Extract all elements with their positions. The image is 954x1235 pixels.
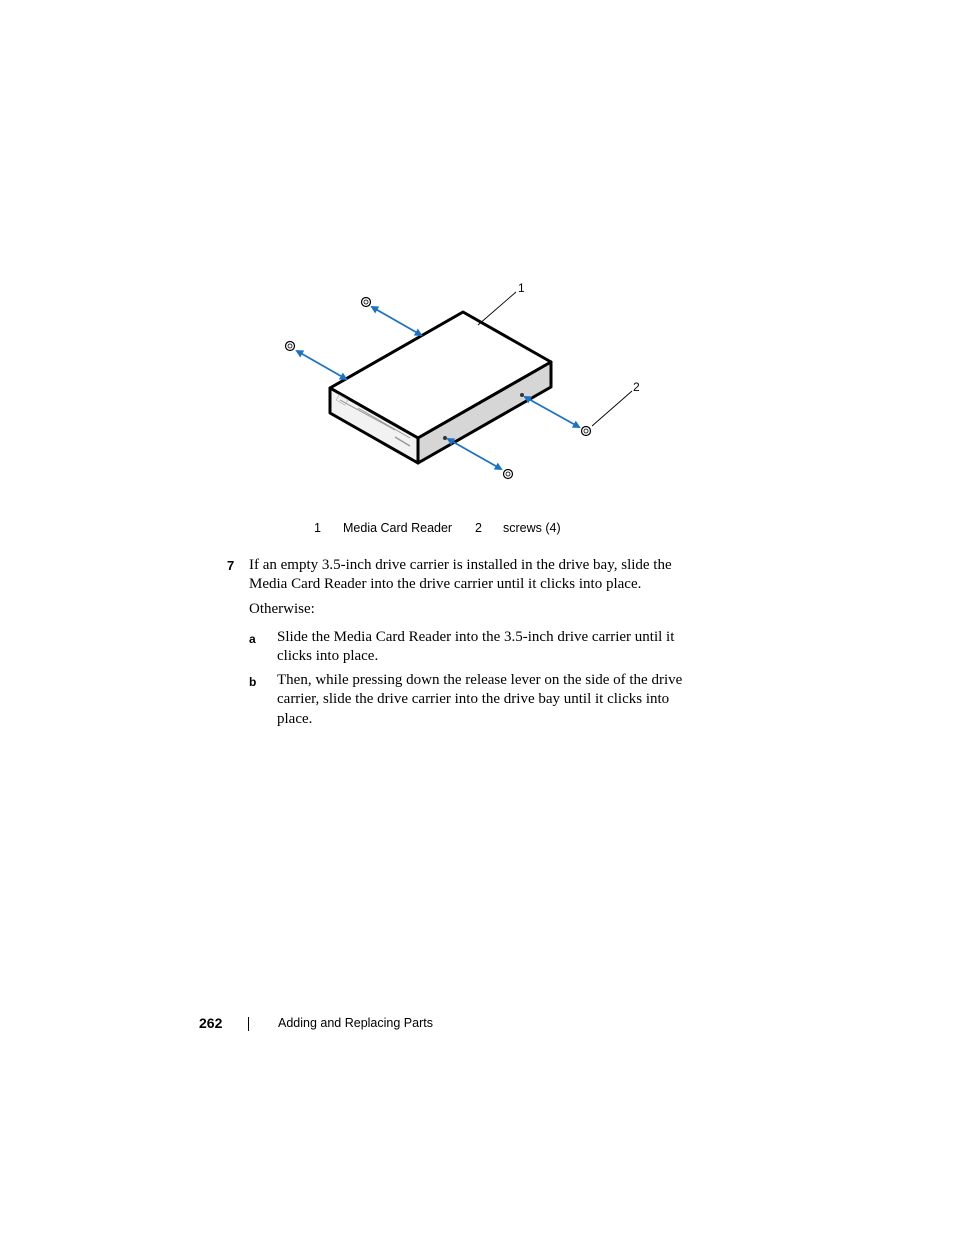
screw-arrow (372, 307, 421, 335)
footer-divider (248, 1017, 249, 1031)
legend-label-2: screws (4) (503, 521, 561, 535)
legend-label-1: Media Card Reader (343, 521, 453, 535)
media-card-reader-illustration (270, 270, 670, 495)
otherwise-text: Otherwise: (249, 601, 315, 617)
substep-a-text (277, 628, 674, 667)
drive-diagram (270, 270, 670, 495)
step-text-line: If an empty 3.5-inch drive carrier is installed in the drive bay, slide the (249, 557, 672, 573)
legend-number-2: 2 (475, 521, 482, 535)
substep-text-line: Slide the Media Card Reader into the 3.5-inch drive carrier until it (277, 629, 675, 645)
substep-text-line: carrier, slide the drive carrier into the drive bay until it clicks into (277, 691, 670, 708)
screw-arrow (297, 351, 346, 379)
substep-b-text (277, 671, 682, 729)
screw-left (286, 342, 295, 351)
screw-bottom (504, 470, 513, 479)
substep-text-line: clicks into place. (277, 648, 379, 665)
media-card-reader-drive (330, 312, 551, 463)
substep-text-line: place. (277, 710, 313, 727)
step-number: 7 (227, 558, 235, 573)
step-text-line: Media Card Reader into the drive carrier until it clicks into place. (249, 576, 642, 593)
substep-letter-b: b (249, 675, 257, 689)
legend-number-1: 1 (314, 521, 321, 535)
page-number: 262 (199, 1015, 223, 1031)
screw-right (582, 427, 591, 436)
substep-text-line: Then, while pressing down the release lever on the side of the drive (277, 672, 683, 688)
callout-leader-1 (478, 292, 516, 325)
step-text (249, 556, 672, 595)
callout-2: 2 (633, 380, 640, 394)
callout-leader-2 (592, 391, 632, 426)
footer-section-title: Adding and Replacing Parts (278, 1016, 433, 1030)
callout-1: 1 (518, 281, 525, 295)
screw-arrow (525, 397, 579, 427)
screw-arrow (448, 439, 501, 469)
screw-top-left (362, 298, 371, 307)
substep-letter-a: a (249, 632, 256, 646)
